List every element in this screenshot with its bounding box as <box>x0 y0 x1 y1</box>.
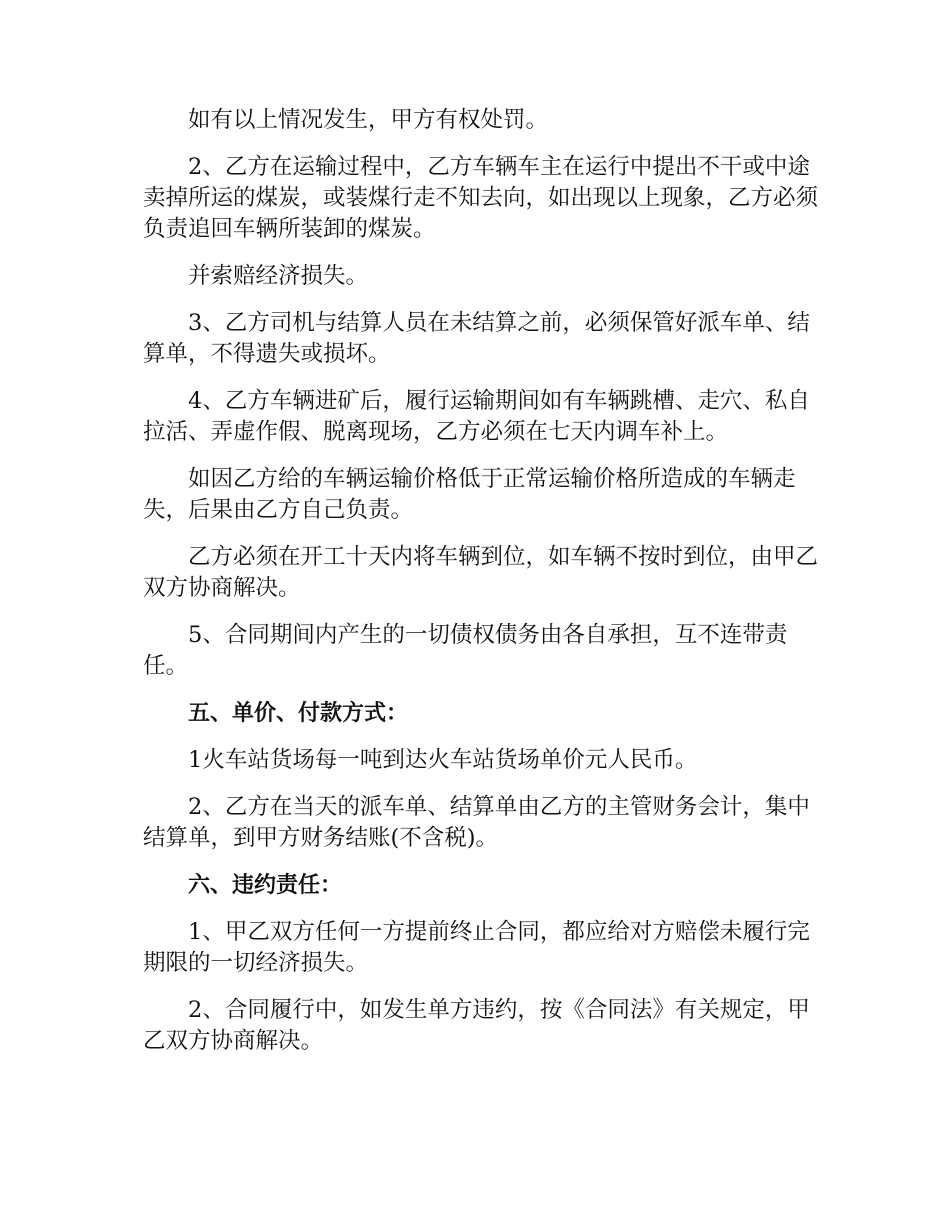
paragraph-unilateral-breach: 2、合同履行中，如发生单方违约，按《合同法》有关规定，甲乙双方协商解决。 <box>143 997 810 1054</box>
paragraph-early-termination: 1、甲乙双方任何一方提前终止合同，都应给对方赔偿未履行完期限的一切经济损失。 <box>143 919 810 976</box>
paragraph-vehicles-on-time: 乙方必须在开工十天内将车辆到位，如车辆不按时到位，由甲乙双方协商解决。 <box>143 544 819 601</box>
section-heading-price-payment: 五、单价、付款方式： <box>188 701 409 726</box>
paragraph-clause-2-coal-recovery: 2、乙方在运输过程中，乙方车辆车主在运行中提出不干或中途卖掉所运的煤炭，或装煤行走不知去向，如出现以上现象，乙方必须负责追回车辆所装卸的煤炭。 <box>143 154 819 242</box>
paragraph-penalty-right: 如有以上情况发生，甲方有权处罚。 <box>188 107 549 133</box>
paragraph-clause-4-vehicles: 4、乙方车辆进矿后，履行运输期间如有车辆跳槽、走穴、私自拉活、弄虚作假、脱离现场，乙方必须在七天内调车补上。 <box>143 388 810 445</box>
paragraph-clause-5-debts: 5、合同期间内产生的一切债权债务由各自承担，互不连带责任。 <box>143 622 788 679</box>
paragraph-price-responsibility: 如因乙方给的车辆运输价格低于正常运输价格所造成的车辆走失，后果由乙方自己负责。 <box>143 466 796 523</box>
document-body <box>143 105 823 1073</box>
paragraph-claim-loss: 并索赔经济损失。 <box>188 263 369 289</box>
section-heading-breach: 六、违约责任： <box>188 873 343 898</box>
paragraph-clause-3-documents: 3、乙方司机与结算人员在未结算之前，必须保管好派车单、结算单，不得遗失或损坏。 <box>143 310 810 367</box>
paragraph-unit-price: 1火车站货场每一吨到达火车站货场单价元人民币。 <box>188 747 698 773</box>
paragraph-settlement: 2、乙方在当天的派车单、结算单由乙方的主管财务会计，集中结算单，到甲方财务结账(不含税)。 <box>143 794 810 851</box>
